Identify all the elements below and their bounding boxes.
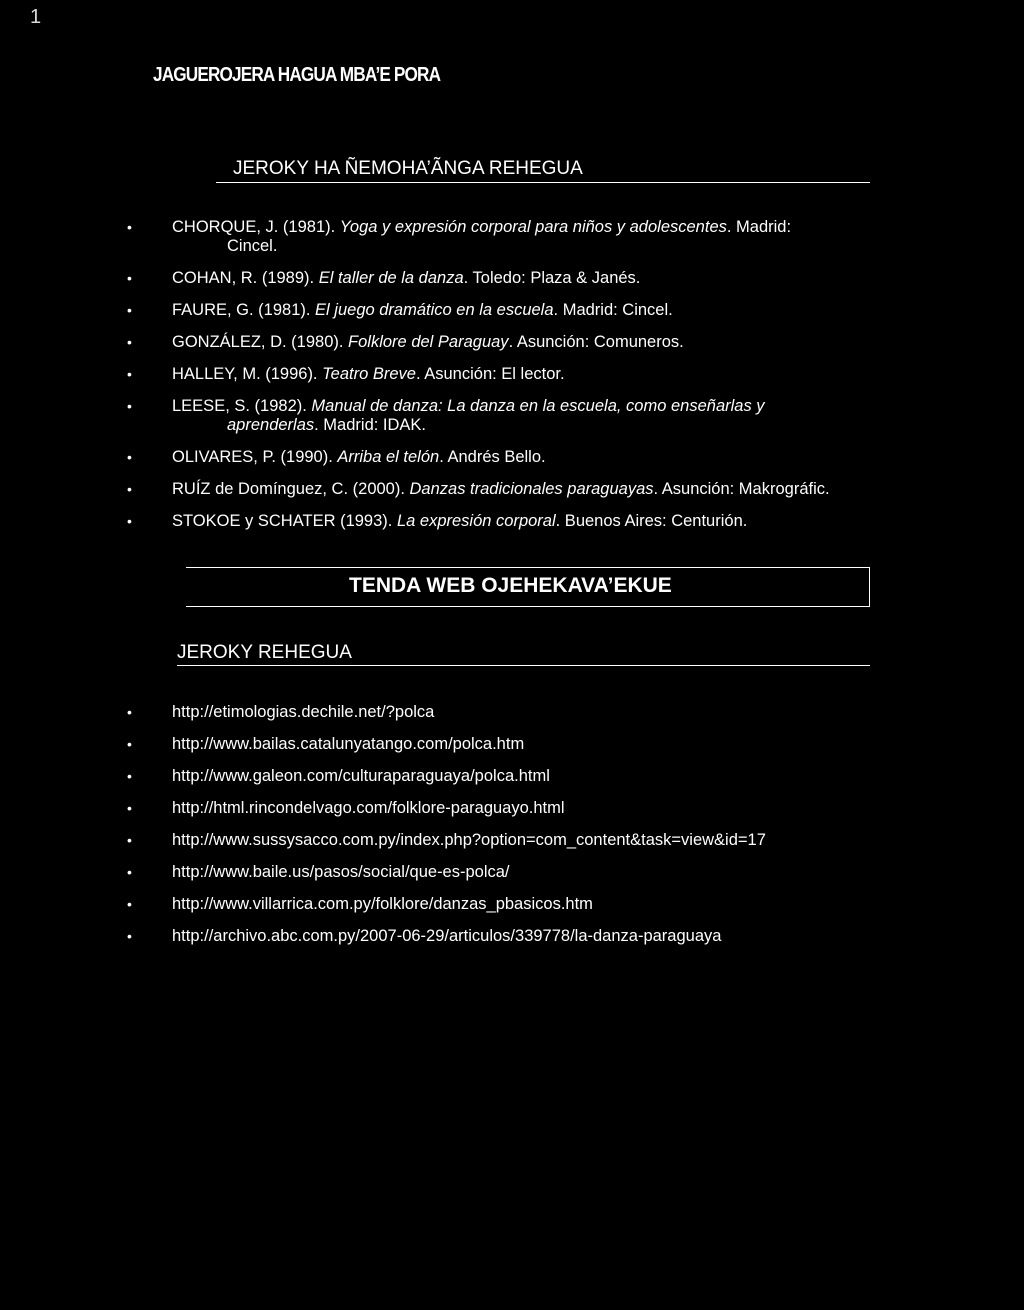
bullet-icon: •	[127, 481, 132, 497]
web-link[interactable]: http://www.baile.us/pasos/social/que-es-polca/	[172, 863, 510, 881]
web-link-list	[0, 703, 766, 959]
bibliography-heading-rule	[216, 182, 870, 183]
bullet-icon: •	[127, 398, 132, 414]
bullet-icon: •	[127, 800, 132, 816]
web-link-item[interactable]	[0, 767, 766, 799]
bullet-icon: •	[127, 219, 132, 235]
bibliography-entry: • CHORQUE, J. (1981). Yoga y expresión corporal para niños y adolescentes. Madrid: Cincel.	[127, 218, 792, 255]
web-link[interactable]: http://html.rincondelvago.com/folklore-paraguayo.html	[172, 799, 565, 817]
web-link-item[interactable]	[0, 799, 766, 831]
bibliography-entry: • STOKOE y SCHATER (1993). La expresión corporal. Buenos Aires: Centurión.	[127, 512, 748, 530]
web-subheading-rule	[177, 665, 870, 666]
web-link-item[interactable]	[0, 895, 766, 927]
web-link-item[interactable]	[0, 863, 766, 895]
bibliography-entry: • HALLEY, M. (1996). Teatro Breve. Asunción: El lector.	[127, 365, 565, 383]
web-section-box-rule	[186, 606, 870, 607]
web-link-item[interactable]	[0, 735, 766, 767]
bullet-icon: •	[127, 334, 132, 350]
bibliography-list	[0, 218, 872, 544]
bullet-icon: •	[127, 302, 132, 318]
web-link[interactable]: http://www.galeon.com/culturaparaguaya/polca.html	[172, 767, 550, 785]
bullet-icon: •	[127, 864, 132, 880]
bibliography-entry: • COHAN, R. (1989). El taller de la danza. Toledo: Plaza & Janés.	[127, 269, 641, 287]
bullet-icon: •	[127, 736, 132, 752]
bullet-icon: •	[127, 449, 132, 465]
bullet-icon: •	[127, 928, 132, 944]
web-link[interactable]: http://www.sussysacco.com.py/index.php?option=com_content&task=view&id=17	[172, 831, 766, 849]
page-number: 1	[30, 6, 42, 28]
bibliography-entry: • OLIVARES, P. (1990). Arriba el telón. Andrés Bello.	[127, 448, 546, 466]
bibliography-entry: • RUÍZ de Domínguez, C. (2000). Danzas tradicionales paraguayas. Asunción: Makrográfic.	[127, 480, 830, 498]
web-section-title: TENDA WEB OJEHEKAVA’EKUE	[349, 574, 672, 597]
web-link[interactable]: http://etimologias.dechile.net/?polca	[172, 703, 435, 721]
web-link[interactable]: http://archivo.abc.com.py/2007-06-29/articulos/339778/la-danza-paraguaya	[172, 927, 722, 945]
bullet-icon: •	[127, 366, 132, 382]
web-subheading: JEROKY REHEGUA	[177, 642, 352, 663]
bullet-icon: •	[127, 896, 132, 912]
bullet-icon: •	[127, 704, 132, 720]
bibliography-entry: • FAURE, G. (1981). El juego dramático en la escuela. Madrid: Cincel.	[127, 301, 673, 319]
bullet-icon: •	[127, 768, 132, 784]
bullet-icon: •	[127, 832, 132, 848]
bibliography-entry: • LEESE, S. (1982). Manual de danza: La danza en la escuela, como enseñarlas y aprenderlas. Madrid: IDAK.	[127, 397, 765, 434]
bibliography-entry: • GONZÁLEZ, D. (1980). Folklore del Paraguay. Asunción: Comuneros.	[127, 333, 684, 351]
web-link-item[interactable]	[0, 927, 766, 959]
bibliography-heading: JEROKY HA ÑEMOHA’ÃNGA REHEGUA	[233, 158, 583, 179]
web-link-item[interactable]	[0, 703, 766, 735]
header-title: JAGUEROJERA HAGUA MBA’E PORA	[153, 64, 441, 86]
bullet-icon: •	[127, 270, 132, 286]
web-link[interactable]: http://www.villarrica.com.py/folklore/danzas_pbasicos.htm	[172, 895, 593, 913]
web-link-item[interactable]	[0, 831, 766, 863]
bullet-icon: •	[127, 513, 132, 529]
web-link[interactable]: http://www.bailas.catalunyatango.com/polca.htm	[172, 735, 525, 753]
